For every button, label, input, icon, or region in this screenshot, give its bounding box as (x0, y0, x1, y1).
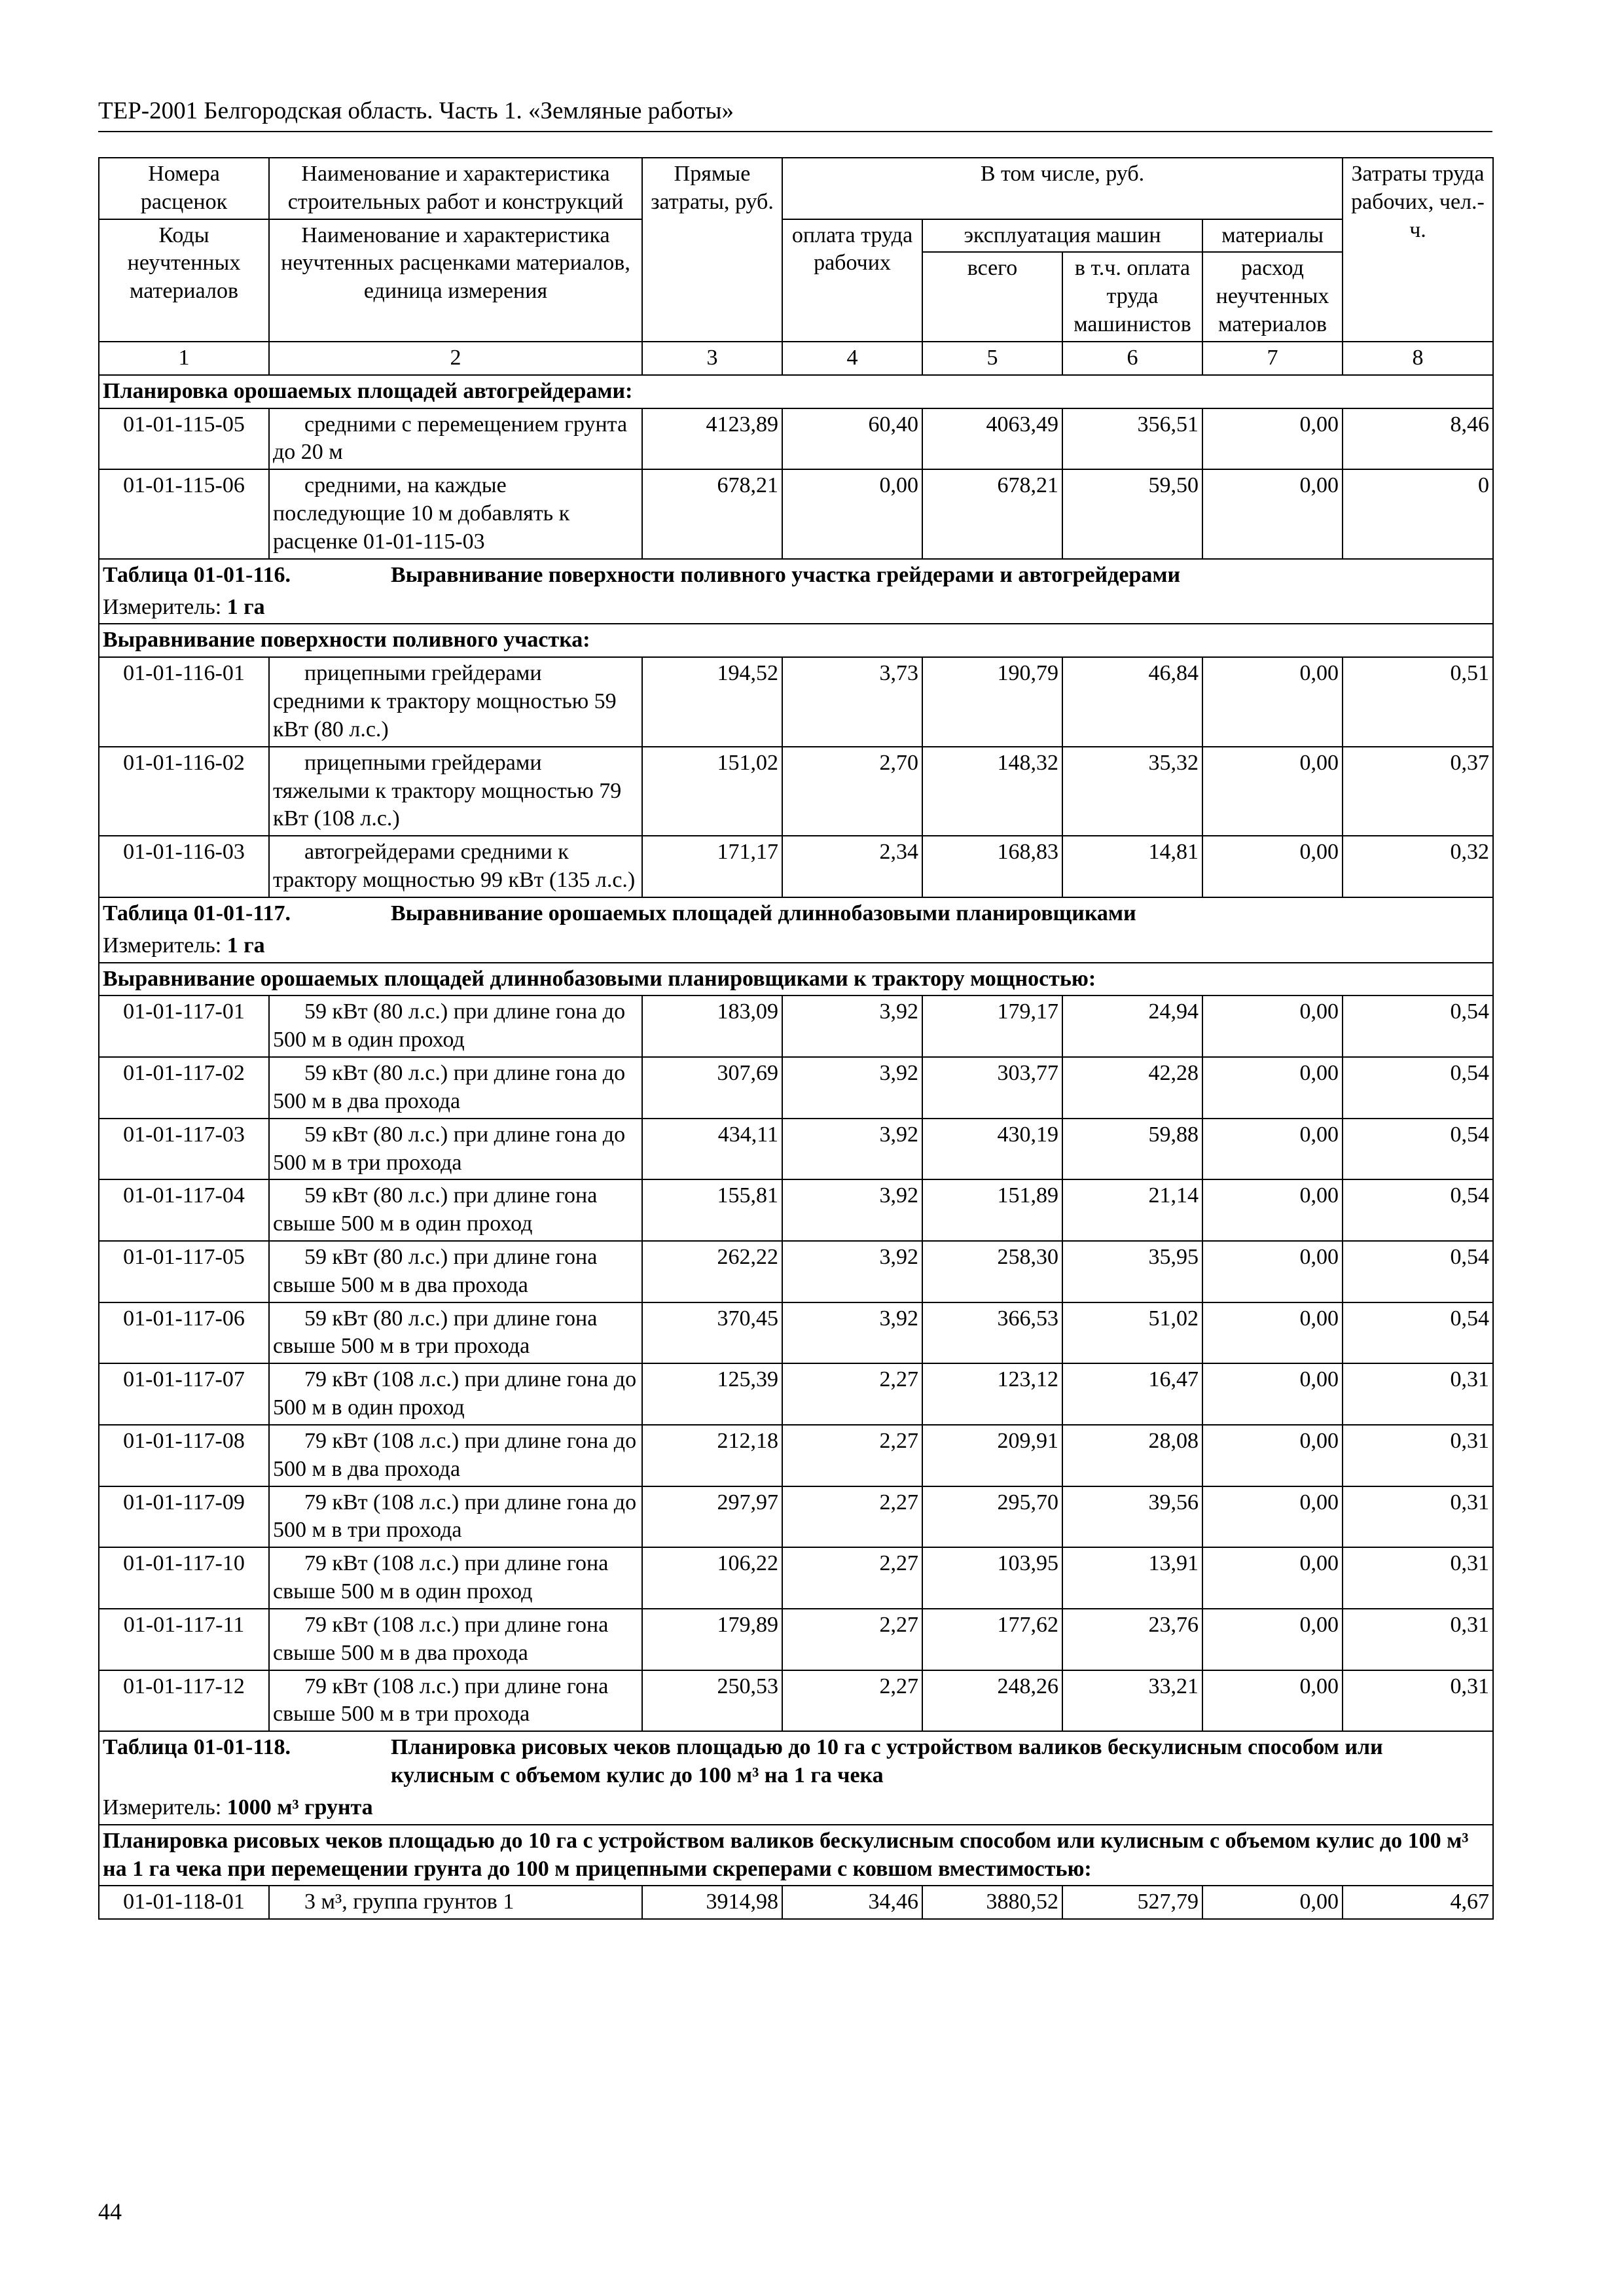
worker-pay: 3,92 (782, 1057, 922, 1119)
measure (99, 592, 1493, 624)
materials: 0,00 (1202, 1302, 1343, 1364)
table-row (99, 836, 1493, 897)
col-direct-costs: Прямые затраты, руб. (642, 158, 782, 342)
operator-pay: 59,88 (1062, 1119, 1202, 1180)
section-row (99, 963, 1493, 996)
rate-code: 01-01-117-07 (99, 1363, 269, 1425)
measure-row (99, 1792, 1493, 1825)
rate-code: 01-01-117-05 (99, 1241, 269, 1302)
direct-costs: 262,22 (642, 1241, 782, 1302)
labor-costs: 0,37 (1343, 747, 1493, 836)
machine-total: 258,30 (922, 1241, 1062, 1302)
direct-costs: 297,97 (642, 1486, 782, 1548)
table-row (99, 1547, 1493, 1609)
measure-value: 1000 м³ грунта (226, 1795, 373, 1820)
materials: 0,00 (1202, 1363, 1343, 1425)
work-name: средними с перемещением грунта до 20 м (269, 408, 642, 470)
direct-costs: 171,17 (642, 836, 782, 897)
col-labor-costs: Затраты труда рабочих, чел.-ч. (1343, 158, 1493, 342)
machine-total: 148,32 (922, 747, 1062, 836)
labor-costs: 0,54 (1343, 1179, 1493, 1241)
table-row (99, 1057, 1493, 1119)
worker-pay: 3,92 (782, 1241, 922, 1302)
worker-pay: 3,92 (782, 1302, 922, 1364)
machine-total: 430,19 (922, 1119, 1062, 1180)
table-title (99, 1731, 1493, 1792)
machine-total: 248,26 (922, 1670, 1062, 1732)
rate-code: 01-01-118-01 (99, 1886, 269, 1919)
operator-pay: 33,21 (1062, 1670, 1202, 1732)
operator-pay: 24,94 (1062, 996, 1202, 1057)
operator-pay: 527,79 (1062, 1886, 1202, 1919)
materials: 0,00 (1202, 836, 1343, 897)
col-material-codes: Коды неучтенных материалов (99, 219, 269, 342)
col-machine-total: всего (922, 252, 1062, 341)
section-row (99, 624, 1493, 657)
machine-total: 366,53 (922, 1302, 1062, 1364)
worker-pay: 2,70 (782, 747, 922, 836)
work-name: 79 кВт (108 л.с.) при длине гона до 500 м в один проход (269, 1363, 642, 1425)
worker-pay: 60,40 (782, 408, 922, 470)
measure-row (99, 592, 1493, 624)
section-title: Выравнивание орошаемых площадей длиннобазовыми планировщиками к трактору мощностью: (99, 963, 1493, 996)
worker-pay: 2,27 (782, 1486, 922, 1548)
work-name: 3 м³, группа грунтов 1 (269, 1886, 642, 1919)
materials: 0,00 (1202, 1547, 1343, 1609)
col-machine-operation: эксплуатация машин (922, 219, 1202, 253)
table-row (99, 1179, 1493, 1241)
labor-costs: 0,31 (1343, 1486, 1493, 1548)
operator-pay: 46,84 (1062, 657, 1202, 746)
table-caption: Планировка рисовых чеков площадью до 10 га с устройством валиков бескулисным способом или кулисным с объемом кулис до 100 м³ на 1 га чека (391, 1735, 1383, 1788)
section-title: Выравнивание поверхности поливного участка: (99, 624, 1493, 657)
materials: 0,00 (1202, 469, 1343, 558)
table-number: Таблица 01-01-116. (103, 562, 291, 587)
machine-total: 303,77 (922, 1057, 1062, 1119)
table-row (99, 996, 1493, 1057)
work-name: 79 кВт (108 л.с.) при длине гона свыше 500 м в один проход (269, 1547, 642, 1609)
col-materials: материалы (1202, 219, 1343, 253)
materials: 0,00 (1202, 996, 1343, 1057)
work-name: прицепными грейдерами тяжелыми к трактору мощностью 79 кВт (108 л.с.) (269, 747, 642, 836)
col-material-use: расход неучтенных материалов (1202, 252, 1343, 341)
table-title (99, 559, 1493, 592)
labor-costs: 0,31 (1343, 1363, 1493, 1425)
operator-pay: 21,14 (1062, 1179, 1202, 1241)
direct-costs: 307,69 (642, 1057, 782, 1119)
operator-pay: 35,32 (1062, 747, 1202, 836)
section-title: Планировка рисовых чеков площадью до 10 га с устройством валиков бескулисным способом или кулисным с объемом кулис до 100 м³ на 1 га чека при перемещении грунта до 100 м прицепными скреперами с ковшом вместимостью: (99, 1825, 1493, 1886)
rate-code: 01-01-116-01 (99, 657, 269, 746)
labor-costs: 0,31 (1343, 1670, 1493, 1732)
worker-pay: 2,27 (782, 1547, 922, 1609)
table-row (99, 1119, 1493, 1180)
table-row (99, 1241, 1493, 1302)
running-header: ТЕР-2001 Белгородская область. Часть 1. «Земляные работы» (98, 98, 734, 124)
table-number: Таблица 01-01-117. (103, 901, 291, 925)
measure-value: 1 га (226, 933, 265, 958)
machine-total: 123,12 (922, 1363, 1062, 1425)
work-name: 59 кВт (80 л.с.) при длине гона до 500 м в один проход (269, 996, 642, 1057)
measure-value: 1 га (226, 594, 265, 619)
direct-costs: 151,02 (642, 747, 782, 836)
materials: 0,00 (1202, 408, 1343, 470)
rate-code: 01-01-115-05 (99, 408, 269, 470)
materials: 0,00 (1202, 1119, 1343, 1180)
measure (99, 930, 1493, 963)
rate-code: 01-01-117-11 (99, 1609, 269, 1670)
table-row (99, 1886, 1493, 1919)
work-name: 79 кВт (108 л.с.) при длине гона до 500 м в два прохода (269, 1425, 642, 1486)
labor-costs: 0,32 (1343, 836, 1493, 897)
table-row (99, 747, 1493, 836)
rates-table (98, 157, 1494, 1920)
table-title-row (99, 559, 1493, 592)
operator-pay: 28,08 (1062, 1425, 1202, 1486)
col-material-names: Наименование и характеристика неучтенных расценками материалов, единица измерения (269, 219, 642, 342)
direct-costs: 4123,89 (642, 408, 782, 470)
rate-code: 01-01-115-06 (99, 469, 269, 558)
section-title: Планировка орошаемых площадей автогрейдерами: (99, 375, 1493, 408)
direct-costs: 194,52 (642, 657, 782, 746)
worker-pay: 2,27 (782, 1363, 922, 1425)
direct-costs: 155,81 (642, 1179, 782, 1241)
work-name: автогрейдерами средними к трактору мощностью 99 кВт (135 л.с.) (269, 836, 642, 897)
operator-pay: 59,50 (1062, 469, 1202, 558)
labor-costs: 0,51 (1343, 657, 1493, 746)
table-number: Таблица 01-01-118. (103, 1735, 291, 1760)
col-operator-pay: в т.ч. оплата труда машинистов (1062, 252, 1202, 341)
col-worker-pay: оплата труда рабочих (782, 219, 922, 342)
table-row (99, 1363, 1493, 1425)
col-index: 3 (642, 342, 782, 375)
machine-total: 190,79 (922, 657, 1062, 746)
direct-costs: 106,22 (642, 1547, 782, 1609)
table-row (99, 1670, 1493, 1732)
worker-pay: 3,73 (782, 657, 922, 746)
rate-code: 01-01-117-12 (99, 1670, 269, 1732)
table-caption: Выравнивание поверхности поливного участка грейдерами и автогрейдерами (391, 562, 1181, 587)
labor-costs: 0,54 (1343, 1119, 1493, 1180)
materials: 0,00 (1202, 1886, 1343, 1919)
operator-pay: 39,56 (1062, 1486, 1202, 1548)
labor-costs: 0,54 (1343, 996, 1493, 1057)
operator-pay: 356,51 (1062, 408, 1202, 470)
measure-label: Измеритель: (103, 933, 222, 958)
work-name: 79 кВт (108 л.с.) при длине гона до 500 м в три прохода (269, 1486, 642, 1548)
table-row (99, 1486, 1493, 1548)
work-name: 59 кВт (80 л.с.) при длине гона свыше 500 м в два прохода (269, 1241, 642, 1302)
machine-total: 4063,49 (922, 408, 1062, 470)
rate-code: 01-01-117-04 (99, 1179, 269, 1241)
col-index: 1 (99, 342, 269, 375)
rate-code: 01-01-117-02 (99, 1057, 269, 1119)
rate-code: 01-01-117-03 (99, 1119, 269, 1180)
table-row (99, 408, 1493, 470)
machine-total: 151,89 (922, 1179, 1062, 1241)
work-name: 59 кВт (80 л.с.) при длине гона свыше 500 м в один проход (269, 1179, 642, 1241)
work-name: 59 кВт (80 л.с.) при длине гона свыше 500 м в три прохода (269, 1302, 642, 1364)
rate-code: 01-01-116-02 (99, 747, 269, 836)
labor-costs: 4,67 (1343, 1886, 1493, 1919)
rate-code: 01-01-117-09 (99, 1486, 269, 1548)
col-index: 8 (1343, 342, 1493, 375)
materials: 0,00 (1202, 1486, 1343, 1548)
direct-costs: 370,45 (642, 1302, 782, 1364)
machine-total: 103,95 (922, 1547, 1062, 1609)
labor-costs: 0,31 (1343, 1425, 1493, 1486)
table-title-row (99, 897, 1493, 930)
table-row (99, 1425, 1493, 1486)
materials: 0,00 (1202, 657, 1343, 746)
direct-costs: 3914,98 (642, 1886, 782, 1919)
rate-code: 01-01-117-01 (99, 996, 269, 1057)
worker-pay: 3,92 (782, 996, 922, 1057)
col-rate-numbers: Номера расценок (99, 158, 269, 219)
labor-costs: 8,46 (1343, 408, 1493, 470)
operator-pay: 51,02 (1062, 1302, 1202, 1364)
direct-costs: 678,21 (642, 469, 782, 558)
labor-costs: 0,31 (1343, 1609, 1493, 1670)
header-rule (98, 131, 1492, 132)
machine-total: 209,91 (922, 1425, 1062, 1486)
section-row (99, 1825, 1493, 1886)
operator-pay: 14,81 (1062, 836, 1202, 897)
direct-costs: 183,09 (642, 996, 782, 1057)
work-name: 59 кВт (80 л.с.) при длине гона до 500 м в два прохода (269, 1057, 642, 1119)
machine-total: 678,21 (922, 469, 1062, 558)
direct-costs: 212,18 (642, 1425, 782, 1486)
measure-row (99, 930, 1493, 963)
labor-costs: 0 (1343, 469, 1493, 558)
machine-total: 295,70 (922, 1486, 1062, 1548)
worker-pay: 0,00 (782, 469, 922, 558)
table-row (99, 1609, 1493, 1670)
measure-label: Измеритель: (103, 1795, 222, 1820)
machine-total: 168,83 (922, 836, 1062, 897)
worker-pay: 2,34 (782, 836, 922, 897)
work-name: средними, на каждые последующие 10 м добавлять к расценке 01-01-115-03 (269, 469, 642, 558)
column-header-row (99, 158, 1493, 219)
table-row (99, 469, 1493, 558)
column-index-row (99, 342, 1493, 375)
worker-pay: 2,27 (782, 1609, 922, 1670)
operator-pay: 16,47 (1062, 1363, 1202, 1425)
materials: 0,00 (1202, 747, 1343, 836)
materials: 0,00 (1202, 1057, 1343, 1119)
work-name: 79 кВт (108 л.с.) при длине гона свыше 500 м в два прохода (269, 1609, 642, 1670)
page-number: 44 (98, 2198, 122, 2225)
rate-code: 01-01-117-10 (99, 1547, 269, 1609)
col-index: 5 (922, 342, 1062, 375)
table-title (99, 897, 1493, 930)
rate-code: 01-01-117-08 (99, 1425, 269, 1486)
col-including: В том числе, руб. (782, 158, 1343, 219)
section-row (99, 375, 1493, 408)
col-work-name: Наименование и характеристика строительных работ и конструкций (269, 158, 642, 219)
operator-pay: 13,91 (1062, 1547, 1202, 1609)
rate-code: 01-01-117-06 (99, 1302, 269, 1364)
measure (99, 1792, 1493, 1825)
machine-total: 3880,52 (922, 1886, 1062, 1919)
materials: 0,00 (1202, 1179, 1343, 1241)
labor-costs: 0,54 (1343, 1057, 1493, 1119)
operator-pay: 23,76 (1062, 1609, 1202, 1670)
measure-label: Измеритель: (103, 594, 222, 619)
direct-costs: 250,53 (642, 1670, 782, 1732)
materials: 0,00 (1202, 1609, 1343, 1670)
direct-costs: 179,89 (642, 1609, 782, 1670)
materials: 0,00 (1202, 1670, 1343, 1732)
direct-costs: 125,39 (642, 1363, 782, 1425)
labor-costs: 0,54 (1343, 1302, 1493, 1364)
worker-pay: 2,27 (782, 1670, 922, 1732)
table-caption: Выравнивание орошаемых площадей длиннобазовыми планировщиками (391, 901, 1136, 925)
materials: 0,00 (1202, 1425, 1343, 1486)
worker-pay: 2,27 (782, 1425, 922, 1486)
column-header-row (99, 219, 1493, 253)
table-row (99, 657, 1493, 746)
col-index: 6 (1062, 342, 1202, 375)
col-index: 4 (782, 342, 922, 375)
machine-total: 179,17 (922, 996, 1062, 1057)
table-title-row (99, 1731, 1493, 1792)
labor-costs: 0,54 (1343, 1241, 1493, 1302)
direct-costs: 434,11 (642, 1119, 782, 1180)
col-index: 2 (269, 342, 642, 375)
table-row (99, 1302, 1493, 1364)
worker-pay: 3,92 (782, 1179, 922, 1241)
worker-pay: 34,46 (782, 1886, 922, 1919)
worker-pay: 3,92 (782, 1119, 922, 1180)
rate-code: 01-01-116-03 (99, 836, 269, 897)
operator-pay: 42,28 (1062, 1057, 1202, 1119)
operator-pay: 35,95 (1062, 1241, 1202, 1302)
work-name: 79 кВт (108 л.с.) при длине гона свыше 500 м в три прохода (269, 1670, 642, 1732)
col-index: 7 (1202, 342, 1343, 375)
materials: 0,00 (1202, 1241, 1343, 1302)
machine-total: 177,62 (922, 1609, 1062, 1670)
work-name: 59 кВт (80 л.с.) при длине гона до 500 м в три прохода (269, 1119, 642, 1180)
labor-costs: 0,31 (1343, 1547, 1493, 1609)
work-name: прицепными грейдерами средними к трактору мощностью 59 кВт (80 л.с.) (269, 657, 642, 746)
